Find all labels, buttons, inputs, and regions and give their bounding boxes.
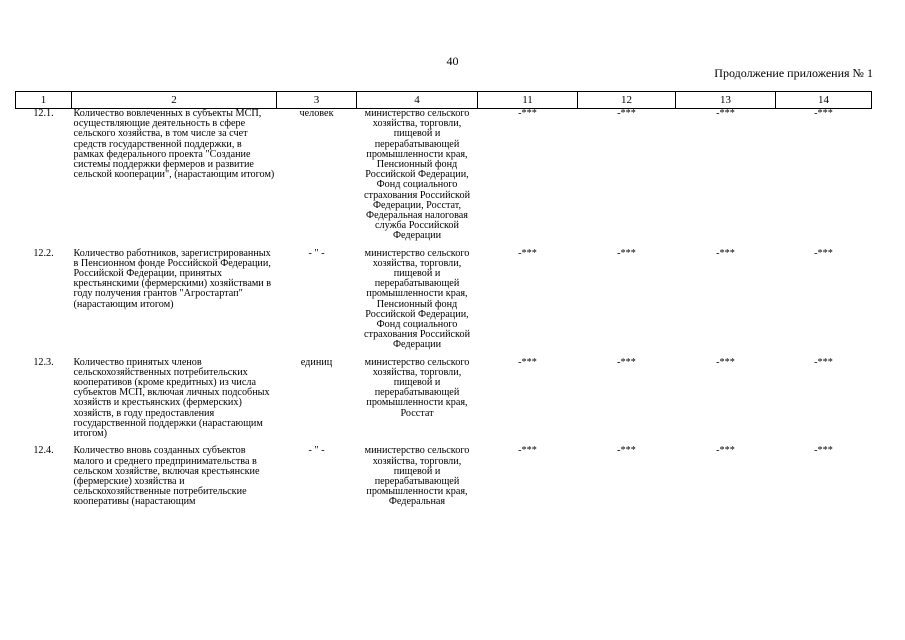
value-col-12: -*** — [617, 356, 636, 368]
header-col-2: 2 — [72, 92, 277, 109]
unit-of-measure: единиц — [300, 356, 333, 368]
header-col-14: 14 — [776, 92, 872, 109]
value-col-13: -*** — [716, 108, 735, 119]
header-col-12: 12 — [578, 92, 676, 109]
value-col-13: -*** — [716, 247, 735, 259]
value-col-12: -*** — [617, 247, 636, 259]
unit-of-measure: человек — [299, 108, 334, 119]
row-number: 12.3. — [33, 356, 54, 368]
table-row — [16, 446, 872, 514]
value-col-12: -*** — [617, 108, 636, 119]
value-col-14: -*** — [814, 108, 833, 119]
page-number: 40 — [446, 54, 459, 68]
header-col-4: 4 — [357, 92, 478, 109]
indicator-table — [15, 91, 872, 515]
header-col-1: 1 — [16, 92, 72, 109]
responsible-body: министерство сельского хозяйства, торговли, пищевой и перерабатывающей промышленности края, Пенсионный фонд Российской Федерации, Фонд социального страхования Российской Федерации — [363, 247, 471, 351]
row-number: 12.1. — [33, 108, 54, 119]
value-col-14: -*** — [814, 445, 833, 457]
table-row — [16, 358, 872, 447]
indicator-name: Количество вновь созданных субъектов малого и среднего предпринимательства в сельском хозяйстве, включая крестьянские (фермерские) хозяйства и сельскохозяйственные потребительские кооперативы (нарастающим — [73, 445, 260, 508]
unit-of-measure: - " - — [308, 247, 325, 259]
unit-of-measure: - " - — [308, 445, 325, 457]
value-col-11: -*** — [518, 108, 537, 119]
row-number: 12.4. — [33, 445, 54, 457]
indicator-name: Количество принятых членов сельскохозяйственных потребительских кооперативов (кроме кредитных) из числа субъектов МСП, включая личных подсобных хозяйств и крестьянских (фермерских) хозяйств, в году предоставления государственной поддержки (нарастающим итогом) — [73, 356, 270, 440]
header-row — [16, 92, 872, 109]
value-col-13: -*** — [716, 356, 735, 368]
row-number: 12.2. — [33, 247, 54, 259]
responsible-body: министерство сельского хозяйства, торговли, пищевой и перерабатывающей промышленности края, Росстат — [364, 356, 470, 419]
header-col-3: 3 — [277, 92, 357, 109]
value-col-11: -*** — [518, 356, 537, 368]
value-col-11: -*** — [518, 445, 537, 457]
responsible-body: министерство сельского хозяйства, торговли, пищевой и перерабатывающей промышленности края, Федеральная — [364, 445, 470, 508]
value-col-14: -*** — [814, 247, 833, 259]
value-col-12: -*** — [617, 445, 636, 457]
table-row — [16, 249, 872, 358]
continuation-caption: Продолжение приложения № 1 — [714, 66, 873, 80]
header-col-13: 13 — [676, 92, 776, 109]
value-col-14: -*** — [814, 356, 833, 368]
value-col-11: -*** — [518, 247, 537, 259]
indicator-name: Количество работников, зарегистрированных в Пенсионном фонде Российской Федерации, Российской Федерации, принятых крестьянскими (фермерскими) хозяйствами в году получения грантов "Агростартап" (нарастающим итогом) — [73, 247, 272, 310]
header-col-11: 11 — [478, 92, 578, 109]
value-col-13: -*** — [716, 445, 735, 457]
table-row — [16, 109, 872, 249]
indicator-name: Количество вовлеченных в субъекты МСП, осуществляющие деятельность в сфере сельского хозяйства, в том числе за счет средств государственной поддержки, в рамках федерального проекта "Создание системы поддержки фермеров и развитие сельской кооперации", (нарастающим итогом) — [73, 108, 275, 181]
responsible-body: министерство сельского хозяйства, торговли, пищевой и перерабатывающей промышленности края, Пенсионный фонд Российской Федерации, Фонд социального страхования Российской Федерации, Росстат, Федеральная налоговая служба Российской Федерации — [363, 108, 471, 242]
